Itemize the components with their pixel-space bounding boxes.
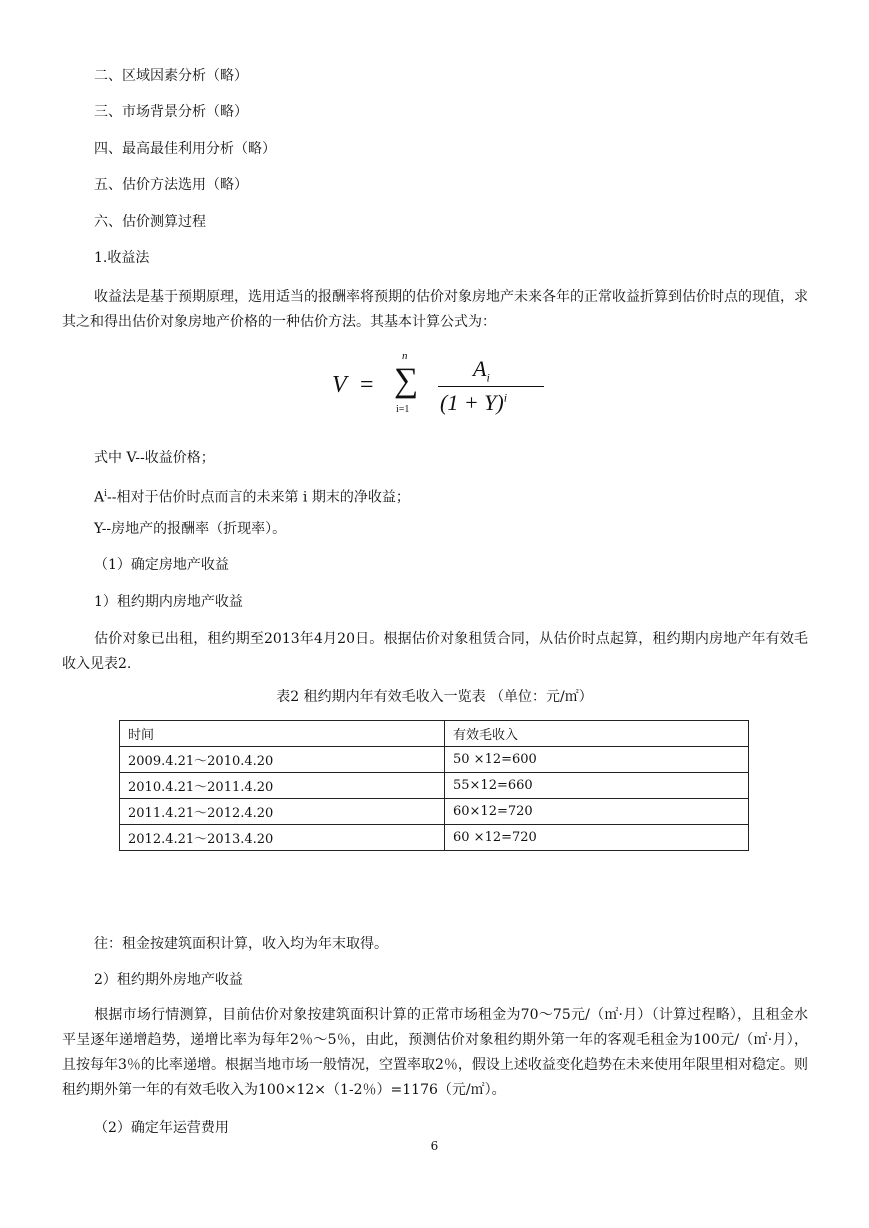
income-formula (330, 352, 550, 422)
table-header-income: 有效毛收入 (445, 721, 749, 747)
heading-regional-factors: 二、区域因素分析（略） (94, 68, 248, 84)
def-v: 式中 V--收益价格； (94, 450, 215, 466)
subheading-determine-income: （1）确定房地产收益 (94, 557, 229, 573)
table-cell-period: 2012.4.21～2013.4.20 (120, 825, 445, 851)
def-ai: $A^i--$相对于估价时点而言的未来第 i 期末的净收益； (94, 489, 410, 506)
page-number: 6 (430, 1139, 439, 1153)
table-note: 往：租金按建筑面积计算，收入均为年末取得。 (94, 936, 388, 952)
formula-sigma-icon: ∑ (394, 362, 419, 399)
table-cell-period: 2010.4.21～2011.4.20 (120, 773, 445, 799)
table-cell-income: 50 ×12=600 (445, 747, 749, 773)
table-row (120, 773, 749, 799)
table-row (120, 825, 749, 851)
table-row (120, 747, 749, 773)
intro-text: 收益法是基于预期原理，选用适当的报酬率将预期的估价对象房地产未来各年的正常收益折算到估价时点的现值，求其之和得出估价对象房地产价格的一种估价方法。其基本计算公式为： (62, 289, 808, 330)
income-table (119, 720, 749, 851)
table-row (120, 799, 749, 825)
table-header-time: 时间 (120, 721, 445, 747)
heading-market-background: 三、市场背景分析（略） (94, 104, 248, 120)
income-approach-intro (62, 285, 808, 335)
table-cell-income: 55×12=660 (445, 773, 749, 799)
formula-denominator: $(1 + Y)^i$ (440, 390, 508, 415)
subheading-operating-costs: （2）确定年运营费用 (94, 1120, 229, 1136)
formula-upper-limit: n (402, 350, 408, 362)
table-cell-period: 2011.4.21～2012.4.20 (120, 799, 445, 825)
table-cell-income: 60 ×12=720 (445, 825, 749, 851)
def-y: Y--房地产的报酬率（折现率）。 (94, 521, 287, 537)
table-cell-period: 2009.4.21～2010.4.20 (120, 747, 445, 773)
heading-calculation-process: 六、估价测算过程 (94, 214, 206, 230)
post-lease-paragraph: 根据市场行情测算，目前估价对象按建筑面积计算的正常市场租金为70～75元/（㎡·月）（计算过程略），且租金水平呈逐年递增趋势，递增比率为每年2％～5％，由此，预测估价对象租约期外第一年的客观毛租金为100元/（㎡·月），且按每年3％的比率递增。根据当地市场一般情况，空置率取2％，假设上述收益变化趋势在未来使用年限里相对稳定。则租约期外第一年的有效毛收入为100×12×（1-2％）=1176（元/㎡）。 (62, 1007, 808, 1098)
formula-fraction-bar (438, 386, 544, 387)
lease-paragraph: 估价对象已出租，租约期至2013年4月20日。根据估价对象租赁合同，从估价时点起算，租约期内房地产年有效毛收入见表2. (62, 631, 808, 672)
heading-highest-best-use: 四、最高最佳利用分析（略） (94, 141, 276, 157)
table-caption: 表2 租约期内年有效毛收入一览表 （单位：元/㎡） (276, 689, 593, 705)
formula-numerator: $A_i$ (473, 356, 490, 385)
subheading-lease-period-income: 1）租约期内房地产收益 (94, 594, 243, 610)
table-cell-income: 60×12=720 (445, 799, 749, 825)
formula-equals: = (360, 372, 374, 398)
formula-lower-limit: i=1 (396, 404, 410, 415)
heading-method-selection: 五、估价方法选用（略） (94, 177, 248, 193)
formula-lhs: V (332, 372, 347, 398)
table-header-row (120, 721, 749, 747)
subheading-post-lease-income: 2）租约期外房地产收益 (94, 972, 243, 988)
heading-income-approach: 1.收益法 (94, 250, 150, 266)
